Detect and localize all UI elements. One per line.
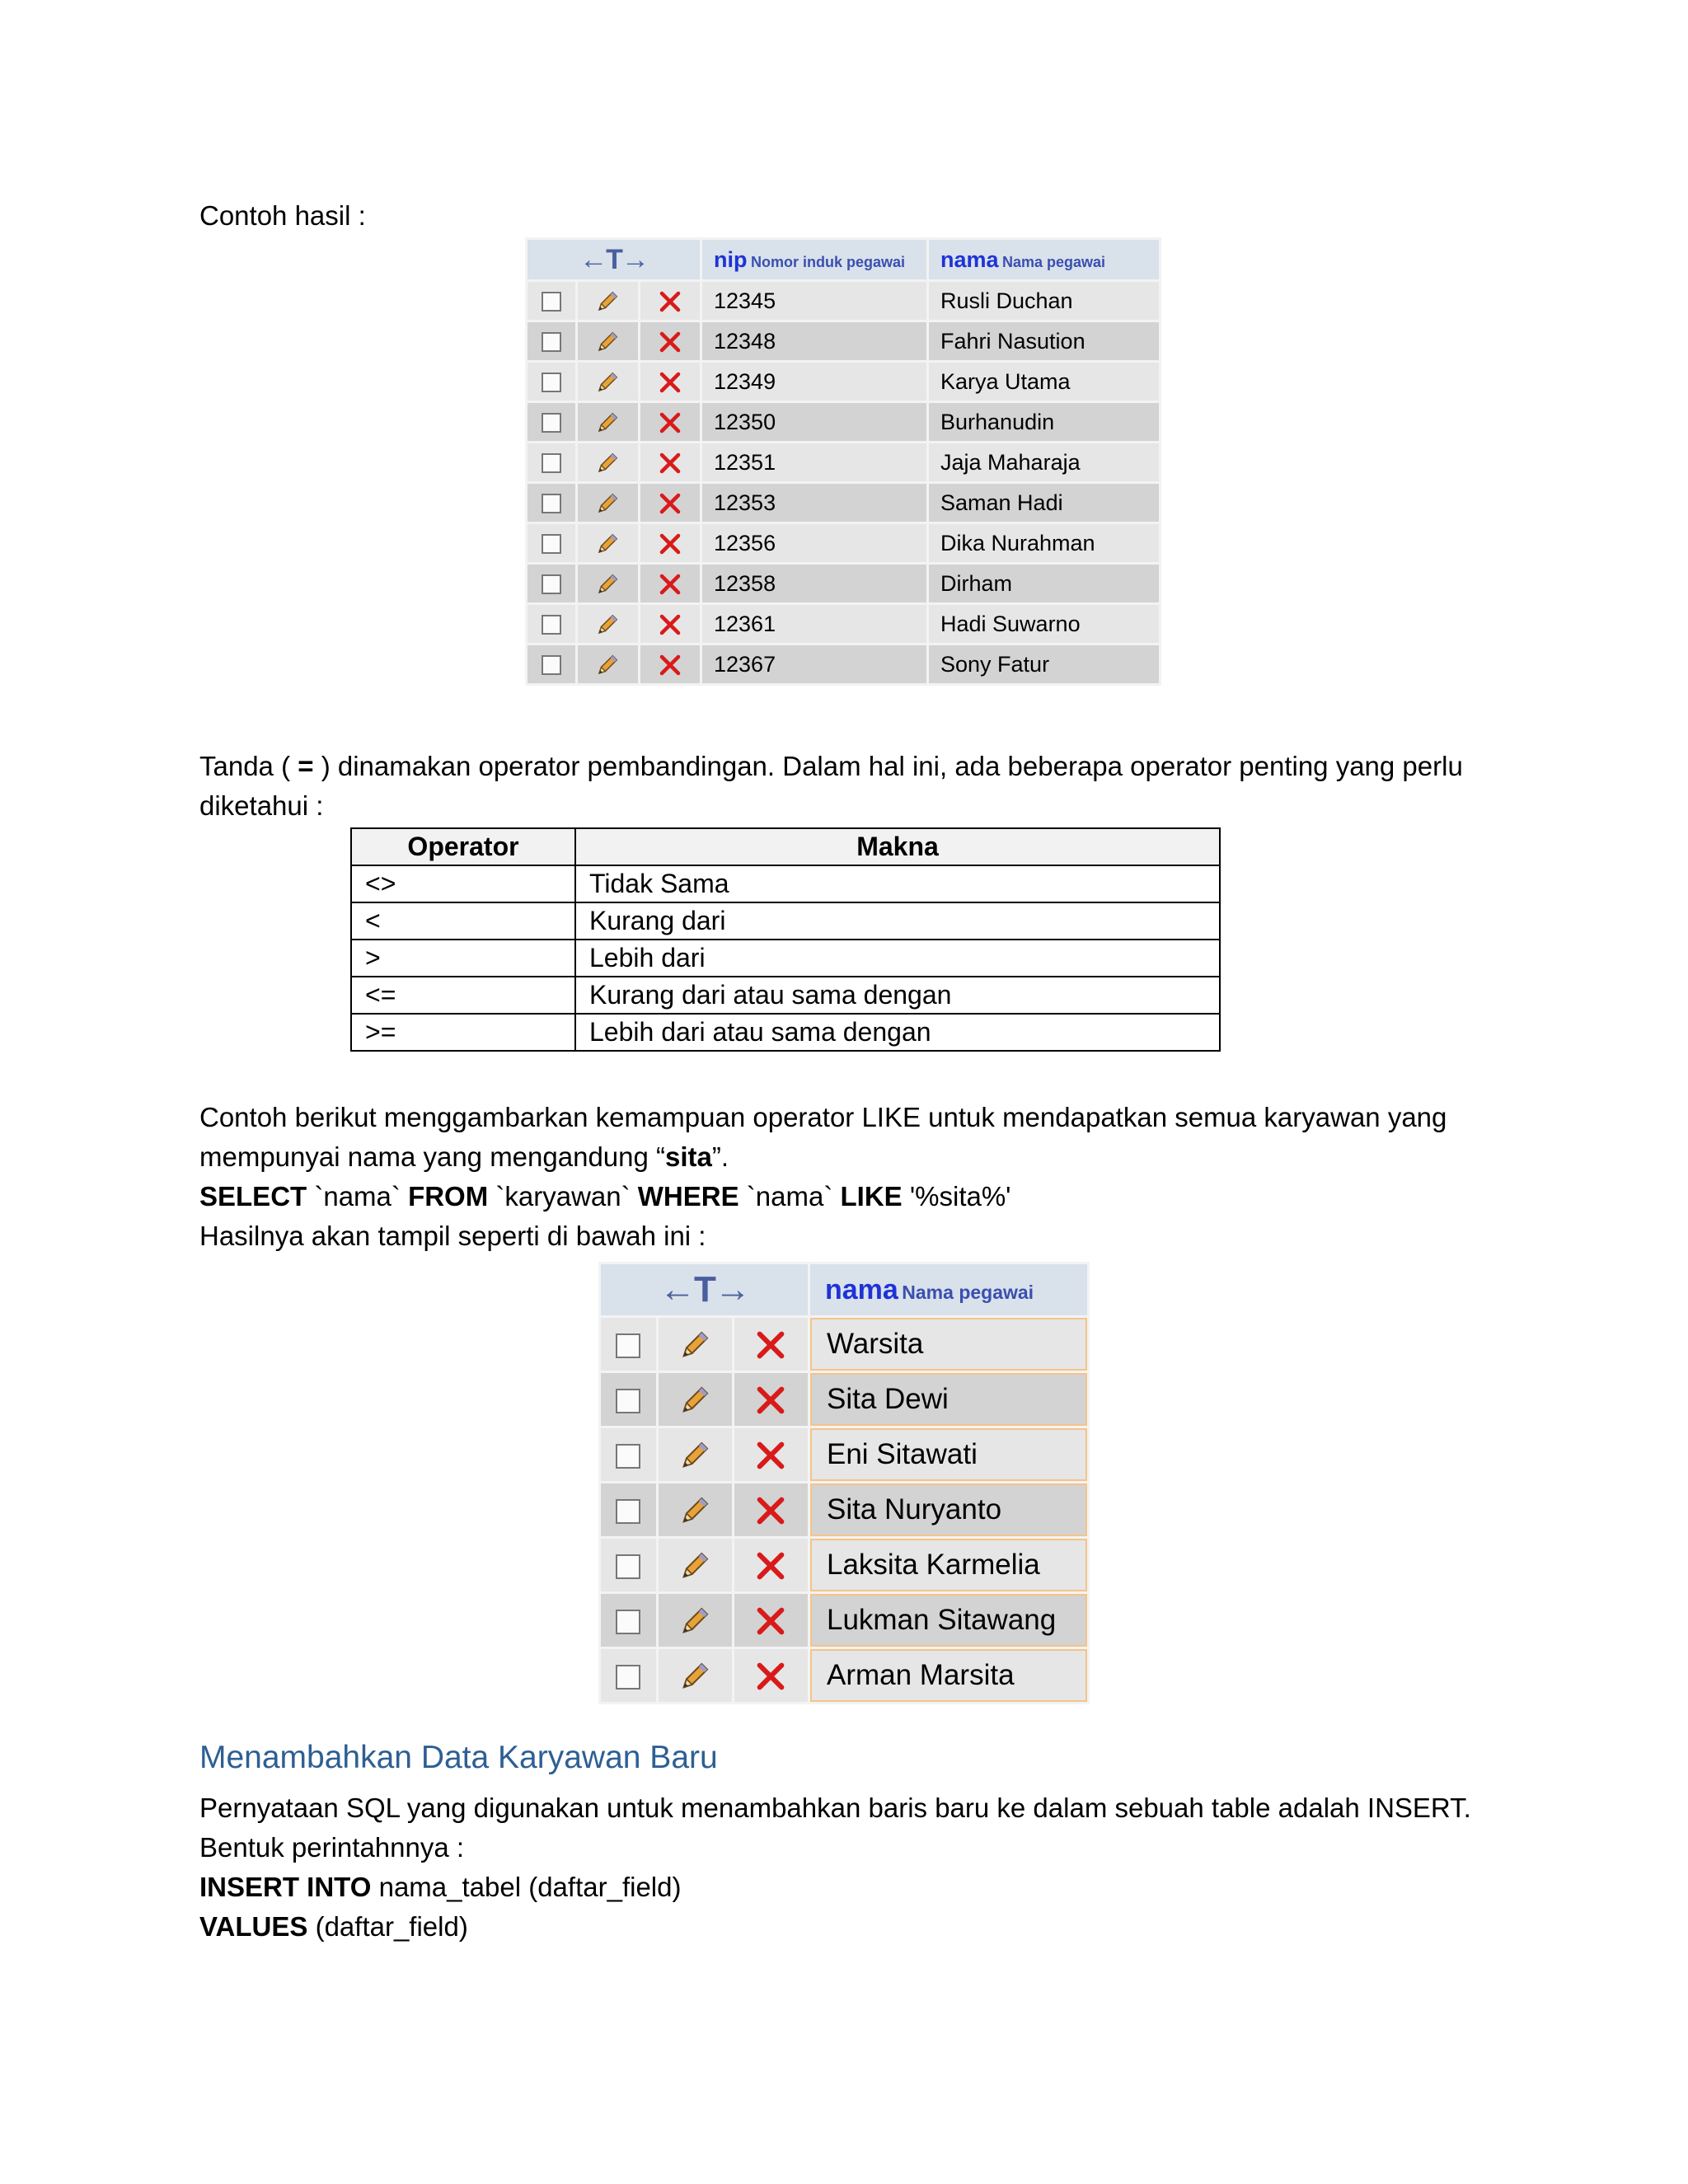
nip-cell: 12353: [702, 484, 926, 522]
section-heading: Menambahkan Data Karyawan Baru: [199, 1740, 718, 1775]
pencil-icon: [678, 1493, 711, 1525]
pencil-icon: [678, 1603, 711, 1635]
row-checkbox[interactable]: [601, 1594, 656, 1647]
checkbox-icon[interactable]: [616, 1554, 640, 1579]
checkbox-icon[interactable]: [542, 615, 561, 635]
delete-x-icon: [754, 1493, 787, 1525]
table-row: [528, 484, 1159, 522]
delete-x-icon: [658, 651, 682, 676]
delete-x-icon: [754, 1603, 787, 1635]
delete-button[interactable]: [734, 1539, 808, 1591]
table-row: [601, 1483, 1087, 1536]
edit-button[interactable]: [578, 443, 638, 481]
checkbox-icon[interactable]: [542, 655, 561, 675]
delete-x-icon: [658, 368, 682, 393]
row-checkbox[interactable]: [601, 1318, 656, 1371]
command-label: Bentuk perintahnnya :: [199, 1832, 465, 1863]
delete-x-icon: [658, 449, 682, 474]
edit-button[interactable]: [578, 322, 638, 360]
column-toggle-header[interactable]: [528, 240, 700, 279]
pencil-icon: [595, 288, 620, 312]
row-checkbox[interactable]: [528, 322, 575, 360]
makna-cell: Lebih dari atau sama dengan: [575, 1014, 1220, 1051]
edit-button[interactable]: [659, 1539, 732, 1591]
result-label: Hasilnya akan tampil seperti di bawah ini :: [199, 1221, 706, 1251]
intro-label: Contoh hasil :: [199, 200, 366, 231]
edit-button[interactable]: [578, 524, 638, 562]
sql-insert-line: INSERT INTO nama_tabel (daftar_field): [199, 1872, 682, 1902]
nama-cell: Sita Dewi: [810, 1373, 1087, 1426]
delete-button[interactable]: [734, 1373, 808, 1426]
pencil-icon: [595, 530, 620, 555]
row-checkbox[interactable]: [601, 1428, 656, 1481]
table-row: [528, 282, 1159, 320]
edit-button[interactable]: [578, 605, 638, 643]
delete-button[interactable]: [640, 645, 701, 683]
column-arrows-icon: ←T→: [659, 1269, 749, 1310]
result-table-like: [598, 1262, 1090, 1704]
nama-cell: Saman Hadi: [929, 484, 1159, 522]
row-checkbox[interactable]: [528, 524, 575, 562]
checkbox-icon[interactable]: [542, 574, 561, 594]
nip-cell: 12350: [702, 403, 926, 441]
pencil-icon: [678, 1658, 711, 1690]
makna-cell: Tidak Sama: [575, 865, 1220, 902]
pencil-icon: [595, 490, 620, 514]
pencil-icon: [595, 570, 620, 595]
operator-cell: <>: [351, 865, 575, 902]
nama-cell: Eni Sitawati: [810, 1428, 1087, 1481]
column-header-nip[interactable]: nip Nomor induk pegawai: [702, 240, 926, 279]
delete-button[interactable]: [734, 1318, 808, 1371]
delete-x-icon: [754, 1437, 787, 1469]
delete-x-icon: [658, 328, 682, 353]
column-header-nama[interactable]: nama Nama pegawai: [810, 1264, 1087, 1315]
row-checkbox[interactable]: [528, 565, 575, 602]
checkbox-icon[interactable]: [542, 413, 561, 433]
checkbox-icon[interactable]: [616, 1610, 640, 1634]
operator-row: [351, 865, 1220, 902]
checkbox-icon[interactable]: [616, 1665, 640, 1690]
delete-x-icon: [658, 611, 682, 635]
nip-cell: 12345: [702, 282, 926, 320]
column-toggle-header[interactable]: [601, 1264, 808, 1315]
delete-button[interactable]: [734, 1483, 808, 1536]
delete-button[interactable]: [640, 443, 701, 481]
nama-cell: Dika Nurahman: [929, 524, 1159, 562]
operator-table: [350, 827, 1221, 1052]
table-row: [528, 322, 1159, 360]
row-checkbox[interactable]: [528, 282, 575, 320]
operator-cell: >: [351, 940, 575, 977]
result-table-nip-nama: [525, 237, 1161, 686]
checkbox-icon[interactable]: [616, 1389, 640, 1413]
delete-x-icon: [754, 1658, 787, 1690]
operator-cell: <=: [351, 977, 575, 1014]
operator-row: [351, 902, 1220, 940]
pencil-icon: [595, 651, 620, 676]
delete-button[interactable]: [640, 524, 701, 562]
row-checkbox[interactable]: [528, 403, 575, 441]
nip-cell: 12358: [702, 565, 926, 602]
delete-button[interactable]: [734, 1649, 808, 1702]
nama-cell: Hadi Suwarno: [929, 605, 1159, 643]
checkbox-icon[interactable]: [542, 534, 561, 554]
edit-button[interactable]: [659, 1373, 732, 1426]
row-checkbox[interactable]: [601, 1539, 656, 1591]
sql-values-line: VALUES (daftar_field): [199, 1911, 468, 1942]
nama-cell: Burhanudin: [929, 403, 1159, 441]
makna-cell: Lebih dari: [575, 940, 1220, 977]
delete-button[interactable]: [734, 1428, 808, 1481]
edit-button[interactable]: [659, 1649, 732, 1702]
pencil-icon: [595, 611, 620, 635]
table-row: [528, 565, 1159, 602]
table-row: [528, 363, 1159, 401]
makna-cell: Kurang dari atau sama dengan: [575, 977, 1220, 1014]
nama-cell: Dirham: [929, 565, 1159, 602]
nama-cell: Fahri Nasution: [929, 322, 1159, 360]
delete-button[interactable]: [640, 565, 701, 602]
delete-x-icon: [658, 570, 682, 595]
table-row: [528, 403, 1159, 441]
table-row: [528, 443, 1159, 481]
delete-button[interactable]: [640, 322, 701, 360]
delete-x-icon: [658, 530, 682, 555]
edit-button[interactable]: [578, 403, 638, 441]
makna-cell: Kurang dari: [575, 902, 1220, 940]
edit-button[interactable]: [578, 645, 638, 683]
delete-x-icon: [754, 1548, 787, 1580]
delete-x-icon: [754, 1327, 787, 1359]
table-row: [601, 1649, 1087, 1702]
row-checkbox[interactable]: [528, 443, 575, 481]
delete-button[interactable]: [640, 605, 701, 643]
pencil-icon: [678, 1382, 711, 1414]
pencil-icon: [595, 368, 620, 393]
pencil-icon: [678, 1327, 711, 1359]
operator-cell: <: [351, 902, 575, 940]
nama-cell: Rusli Duchan: [929, 282, 1159, 320]
nama-cell: Jaja Maharaja: [929, 443, 1159, 481]
operator-row: [351, 977, 1220, 1014]
checkbox-icon[interactable]: [616, 1499, 640, 1524]
table-row: [528, 524, 1159, 562]
table-row: [601, 1373, 1087, 1426]
row-checkbox[interactable]: [528, 605, 575, 643]
operator-cell: >=: [351, 1014, 575, 1051]
edit-button[interactable]: [578, 282, 638, 320]
checkbox-icon[interactable]: [616, 1333, 640, 1358]
nama-cell: Arman Marsita: [810, 1649, 1087, 1702]
table-row: [601, 1318, 1087, 1371]
edit-button[interactable]: [578, 565, 638, 602]
checkbox-icon[interactable]: [542, 332, 561, 352]
nama-cell: Sony Fatur: [929, 645, 1159, 683]
pencil-icon: [595, 449, 620, 474]
edit-button[interactable]: [578, 484, 638, 522]
delete-button[interactable]: [640, 403, 701, 441]
pencil-icon: [678, 1548, 711, 1580]
nip-cell: 12367: [702, 645, 926, 683]
checkbox-icon[interactable]: [542, 292, 561, 312]
pencil-icon: [678, 1437, 711, 1469]
edit-button[interactable]: [659, 1428, 732, 1481]
pencil-icon: [595, 328, 620, 353]
nip-cell: 12351: [702, 443, 926, 481]
checkbox-icon[interactable]: [542, 453, 561, 473]
makna-header: Makna: [575, 828, 1220, 865]
nip-cell: 12361: [702, 605, 926, 643]
nama-cell: Laksita Karmelia: [810, 1539, 1087, 1591]
operator-header: Operator: [351, 828, 575, 865]
row-checkbox[interactable]: [528, 363, 575, 401]
operator-paragraph: Tanda ( = ) dinamakan operator pembandingan. Dalam hal ini, ada beberapa operator penting yang perlu diketahui :: [199, 751, 1463, 821]
table-row: [601, 1539, 1087, 1591]
operator-row: [351, 940, 1220, 977]
table-row: [601, 1594, 1087, 1647]
operator-row: [351, 1014, 1220, 1051]
nama-cell: Sita Nuryanto: [810, 1483, 1087, 1536]
insert-paragraph: Pernyataan SQL yang digunakan untuk menambahkan baris baru ke dalam sebuah table adalah INSERT.: [199, 1793, 1471, 1823]
sql-like-query: SELECT `nama` FROM `karyawan` WHERE `nama` LIKE '%sita%': [199, 1181, 1011, 1212]
checkbox-icon[interactable]: [542, 373, 561, 392]
table-row: [601, 1428, 1087, 1481]
delete-x-icon: [658, 490, 682, 514]
row-checkbox[interactable]: [601, 1649, 656, 1702]
nama-cell: Lukman Sitawang: [810, 1594, 1087, 1647]
delete-x-icon: [658, 288, 682, 312]
edit-button[interactable]: [659, 1483, 732, 1536]
column-arrows-icon: ←T→: [579, 243, 648, 275]
checkbox-icon[interactable]: [616, 1444, 640, 1469]
row-checkbox[interactable]: [528, 484, 575, 522]
edit-button[interactable]: [578, 363, 638, 401]
table-row: [528, 605, 1159, 643]
row-checkbox[interactable]: [601, 1483, 656, 1536]
edit-button[interactable]: [659, 1594, 732, 1647]
checkbox-icon[interactable]: [542, 494, 561, 513]
nip-cell: 12356: [702, 524, 926, 562]
delete-button[interactable]: [640, 484, 701, 522]
nama-cell: Warsita: [810, 1318, 1087, 1371]
delete-button[interactable]: [640, 282, 701, 320]
pencil-icon: [595, 409, 620, 434]
delete-x-icon: [754, 1382, 787, 1414]
nip-cell: 12349: [702, 363, 926, 401]
row-checkbox[interactable]: [601, 1373, 656, 1426]
table-row: [528, 645, 1159, 683]
nip-cell: 12348: [702, 322, 926, 360]
nama-cell: Karya Utama: [929, 363, 1159, 401]
like-paragraph: Contoh berikut menggambarkan kemampuan operator LIKE untuk mendapatkan semua karyawan yang mempunyai nama yang mengandung “sita”.: [199, 1102, 1447, 1172]
delete-x-icon: [658, 409, 682, 434]
edit-button[interactable]: [659, 1318, 732, 1371]
delete-button[interactable]: [734, 1594, 808, 1647]
row-checkbox[interactable]: [528, 645, 575, 683]
column-header-nama[interactable]: nama Nama pegawai: [929, 240, 1159, 279]
delete-button[interactable]: [640, 363, 701, 401]
